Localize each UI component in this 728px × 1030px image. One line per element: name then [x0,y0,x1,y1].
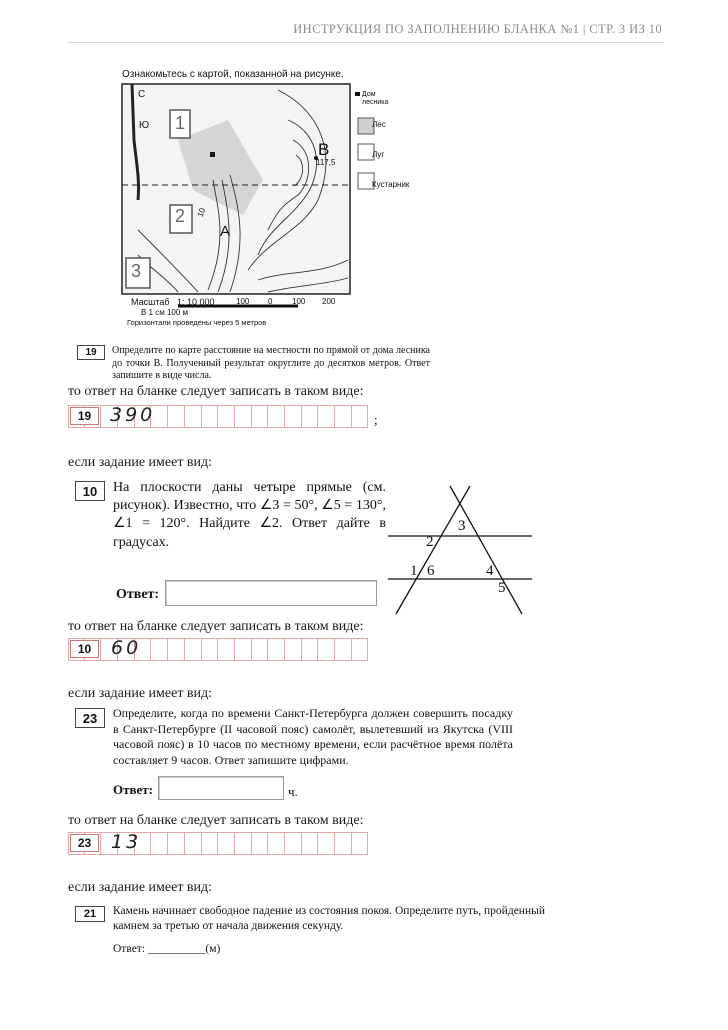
answer-grid-cell [285,405,302,428]
point-b-label: В [318,140,330,159]
scale-tick-4: 200 [322,297,336,306]
compass-south-label: Ю [139,120,150,131]
task-23-answer-input[interactable] [158,776,284,800]
answer-grid-cell [268,832,285,855]
answer-grid-cell [202,405,219,428]
answer-grid-cell [302,638,319,661]
scale-text: Масштаб 1: 10 000 [131,297,215,307]
legend-forest: Лес [372,120,386,129]
legend-shrub: Кустарник [372,180,410,189]
answer-grid-cell [302,405,319,428]
answer-grid-cell [268,638,285,661]
answer-grid-cell [285,638,302,661]
answer-grid-cell [218,405,235,428]
zone-2-label: 2 [175,206,186,226]
compass-north-label: С [138,89,146,100]
answer-grid-cell [235,832,252,855]
angle-label-2: 2 [426,534,434,550]
contour-note: Горизонтали проведены через 5 метров [127,318,267,327]
answer-19-suffix: ; [374,412,378,427]
answer-grid-cell [352,832,369,855]
answer-grid-cell [218,638,235,661]
task-19-number: 19 [77,345,105,360]
answer-grid-cell [318,405,335,428]
answer-grid-cell [335,405,352,428]
answer-grid-cell [185,832,202,855]
scale-subtext: В 1 см 100 м [141,308,189,317]
legend-forester-house: Дом лесника [362,91,389,106]
answer-grid-cell [151,832,168,855]
if-lead-1: если задание имеет вид: [68,455,213,470]
task-10-answer-input[interactable] [165,580,377,606]
answer-grid-cell [202,832,219,855]
elevation-b: 117,5 [316,158,336,167]
angle-label-1: 1 [410,563,418,579]
answer-grid-cell [252,832,269,855]
task-23-text: Определите, когда по времени Санкт-Петербурга должен совершить посадку в Санкт-Петербурге (II часовой пояс) самолёт, вылетевший из Якутска (VIII часовой пояс) в 10 часов по местному времени, если расчётное время полёта составляет 9 часов. Ответ запишите цифрами. [113,706,513,767]
answer-23-value: 13 [111,831,142,853]
task-21-text: Камень начинает свободное падение из состояния покоя. Определите путь, пройденный камнем за третью от начала движения секунду. [113,905,545,932]
task-19-text: Определите по карте расстояние на местности по прямой от дома лесника до точки В. Полученный результат округлите до десятков метров. Ответ запишите в виде числа. [112,345,430,381]
answer-grid-cell [218,832,235,855]
answer-grid-cell [235,405,252,428]
task-21-number: 21 [75,906,105,922]
answer-grid-cell [168,832,185,855]
task-23-unit: ч. [288,784,298,799]
contour-label: 10 [195,206,208,219]
answer-grid-cell [151,638,168,661]
answer-19-number: 19 [70,407,99,425]
answer-grid-cell [318,638,335,661]
task-23-number: 23 [75,708,105,728]
answer-23-number: 23 [70,834,99,852]
answer-lead-2: то ответ на бланке следует записать в таком виде: [68,619,364,634]
topographic-map [118,80,418,330]
task-21-answer-line: Ответ: __________(м) [113,943,221,955]
angle-label-6: 6 [427,563,435,579]
answer-grid-cell [202,638,219,661]
angle-label-4: 4 [486,563,494,579]
answer-19-value: 390 [110,404,156,426]
scale-tick-3: 100 [292,297,306,306]
task-23-answer-label: Ответ: [113,782,154,797]
answer-10-number: 10 [70,640,99,658]
zone-1-label: 1 [175,113,186,133]
scale-tick-2: 0 [268,297,273,306]
answer-grid-cell [335,638,352,661]
answer-grid-cell [352,638,369,661]
angle-label-5: 5 [498,580,506,596]
answer-10-value: 60 [111,637,142,659]
answer-grid-cell [185,405,202,428]
answer-grid-cell [268,405,285,428]
answer-grid-cell [335,832,352,855]
answer-grid-cell [252,638,269,661]
if-lead-2: если задание имеет вид: [68,686,213,701]
task-10-answer-label: Ответ: [116,587,160,602]
angle-label-3: 3 [458,518,466,534]
task-10-text: На плоскости даны четыре прямые (см. рисунок). Известно, что ∠3 = 50°, ∠5 = 130°, ∠1 = 120°. Найдите ∠2. Ответ дайте в градусах. [113,480,386,550]
answer-grid-cell [168,638,185,661]
answer-grid-cell [235,638,252,661]
lines-figure [384,484,534,619]
zone-3-label: 3 [131,261,142,281]
legend-meadow: Луг [372,150,385,159]
answer-lead-1: то ответ на бланке следует записать в таком виде: [68,384,364,399]
answer-grid-cell [252,405,269,428]
if-lead-3: если задание имеет вид: [68,880,213,895]
task-10-number: 10 [75,481,105,501]
answer-grid-cell [302,832,319,855]
answer-grid-cell [318,832,335,855]
answer-grid-cell [285,832,302,855]
page-header: ИНСТРУКЦИЯ ПО ЗАПОЛНЕНИЮ БЛАНКА №1 | СТР. 3 ИЗ 10 [293,22,662,36]
scale-tick-1: 100 [236,297,250,306]
answer-grid-cell [168,405,185,428]
map-caption: Ознакомьтесь с картой, показанной на рисунке. [122,69,344,80]
answer-lead-3: то ответ на бланке следует записать в таком виде: [68,813,364,828]
header-divider [68,42,664,43]
answer-grid-cell [185,638,202,661]
answer-grid-cell [352,405,369,428]
point-a-label: А [220,223,231,240]
